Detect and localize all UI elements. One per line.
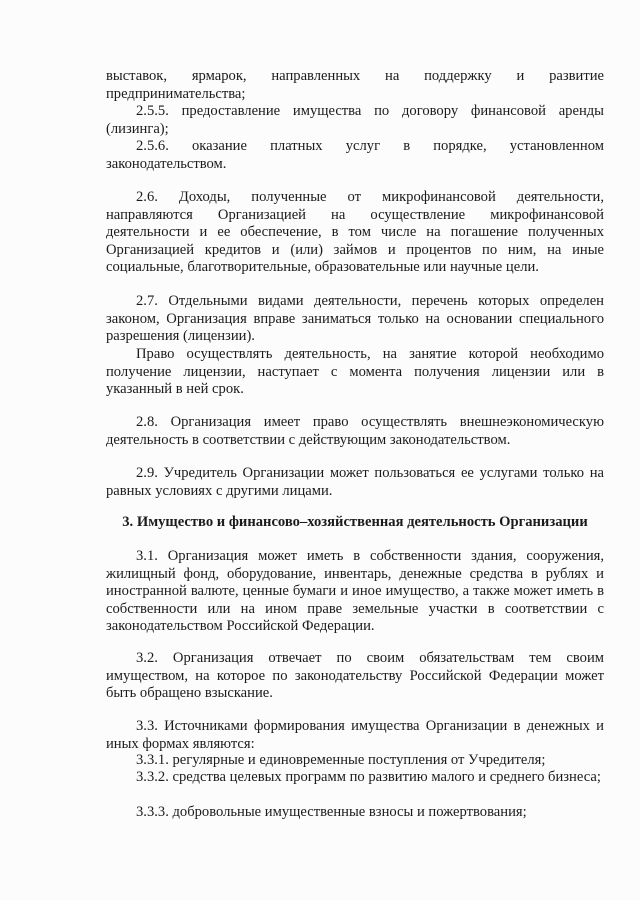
paragraph-2-8: 2.8. Организация имеет право осуществлять внешнеэкономическую деятельность в соответствии с действующим законодательством. bbox=[106, 414, 604, 448]
paragraph-3-1: 3.1. Организация может иметь в собственности здания, сооружения, жилищный фонд, оборудование, инвентарь, денежные средства в рублях и иностранной валюте, ценные бумаги и иное имущество, а также может иметь в собственности или на ином праве земельные участки в соответствии с законодательством Российской Федерации. bbox=[106, 548, 604, 634]
paragraph-2-7-license: Право осуществлять деятельность, на занятие которой необходимо получение лицензии, наступает с момента получения лицензии или в указанный в ней срок. bbox=[106, 346, 604, 397]
paragraph-2-5-6: 2.5.6. оказание платных услуг в порядке, установленном законодательством. bbox=[106, 138, 604, 172]
paragraph-3-2: 3.2. Организация отвечает по своим обязательствам тем своим имуществом, на которое по законодательству Российской Федерации может быть обращено взыскание. bbox=[106, 650, 604, 701]
paragraph-2-5-5: 2.5.5. предоставление имущества по договору финансовой аренды (лизинга); bbox=[106, 103, 604, 137]
paragraph-3-3-1: 3.3.1. регулярные и единовременные поступления от Учредителя; bbox=[136, 752, 546, 768]
paragraph-2-6: 2.6. Доходы, полученные от микрофинансовой деятельности, направляются Организацией на осуществление микрофинансовой деятельности и ее обеспечение, в том числе на погашение полученных Организацией кредитов и (или) займов и процентов по ним, на иные социальные, благотворительные, образовательные или научные цели. bbox=[106, 189, 604, 275]
paragraph-2-7: 2.7. Отдельными видами деятельности, перечень которых определен законом, Организация вправе заниматься только на основании специального разрешения (лицензии). bbox=[106, 293, 604, 344]
paragraph-exhibitions: выставок, ярмарок, направленных на поддержку и развитие предпринимательства; bbox=[106, 68, 604, 102]
section-heading-3: 3. Имущество и финансово–хозяйственная деятельность Организации bbox=[122, 514, 588, 530]
paragraph-3-3-3: 3.3.3. добровольные имущественные взносы и пожертвования; bbox=[136, 804, 527, 820]
paragraph-2-9: 2.9. Учредитель Организации может пользоваться ее услугами только на равных условиях с другими лицами. bbox=[106, 465, 604, 499]
paragraph-3-3-2: 3.3.2. средства целевых программ по развитию малого и среднего бизнеса; bbox=[136, 769, 601, 785]
paragraph-3-3: 3.3. Источниками формирования имущества Организации в денежных и иных формах являются: bbox=[106, 718, 604, 752]
